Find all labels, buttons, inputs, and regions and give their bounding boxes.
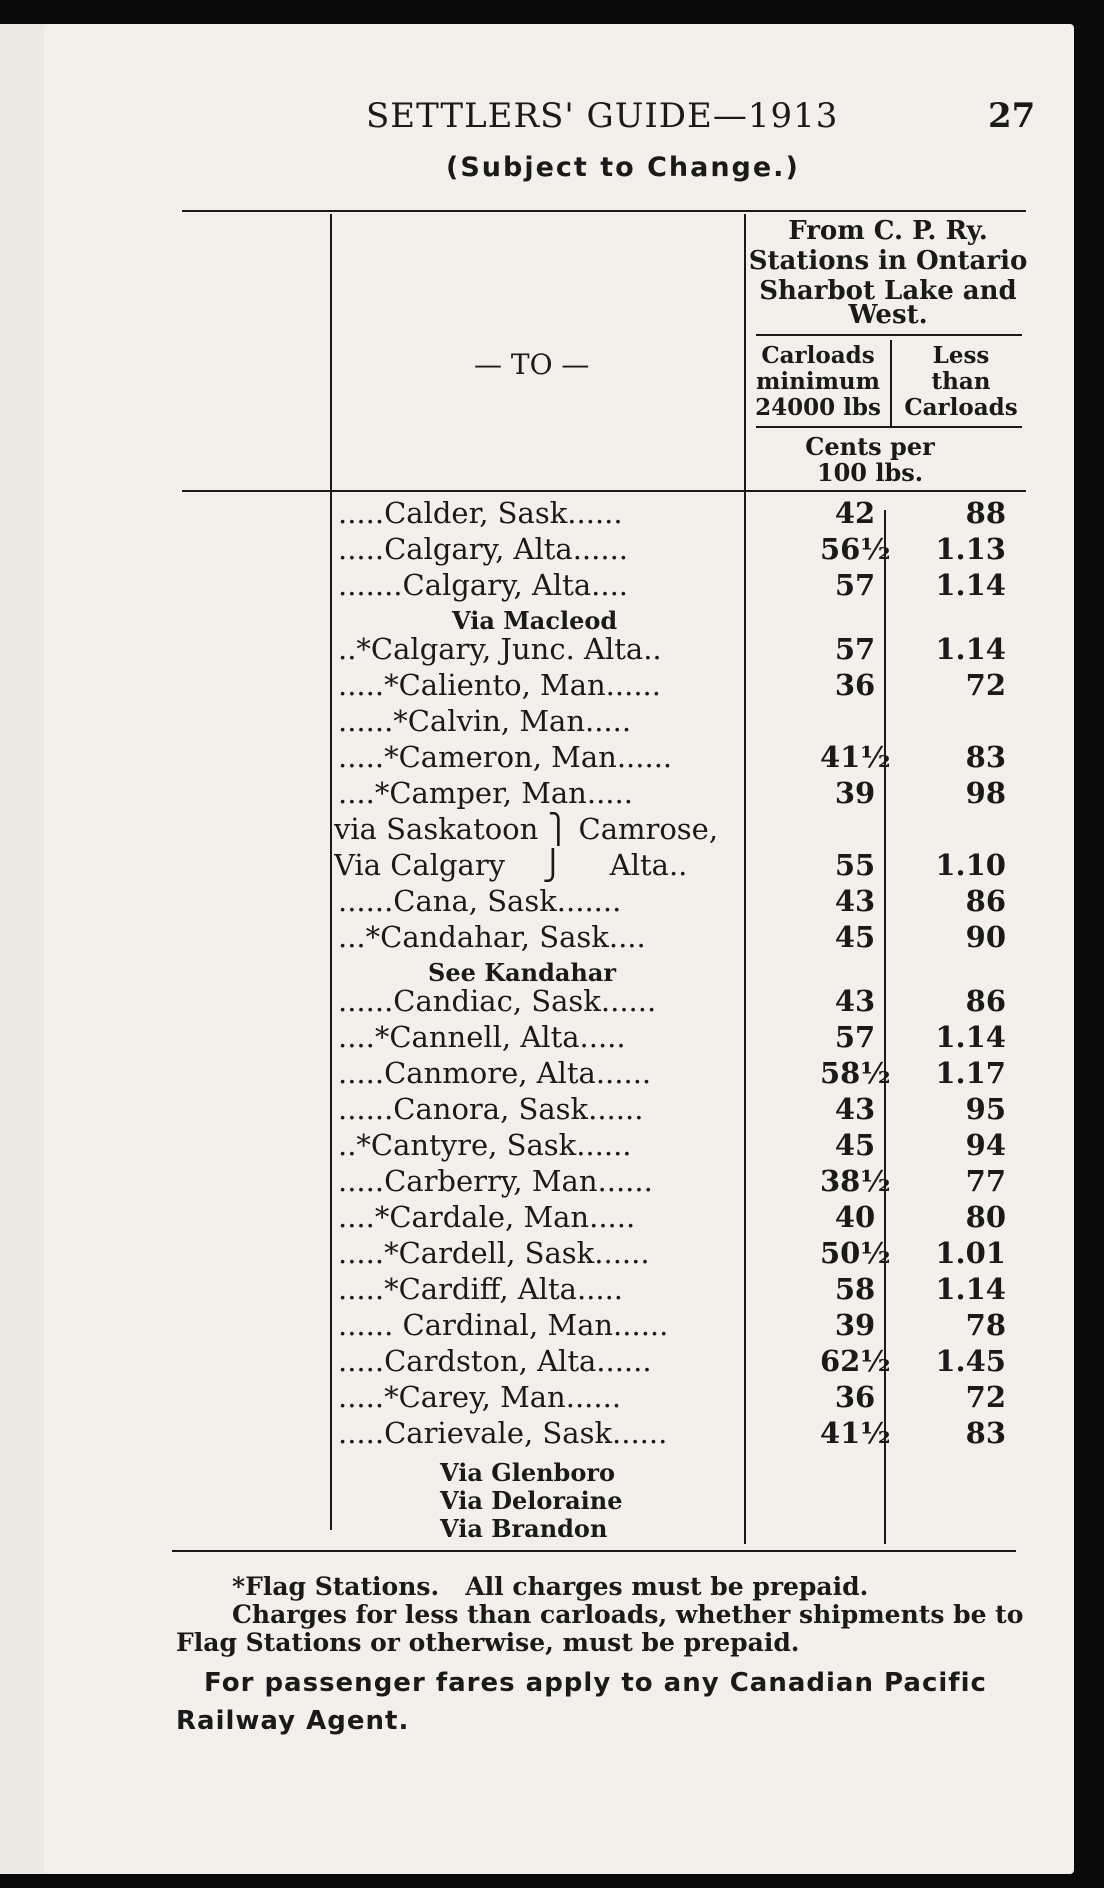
- table-row: [0, 1416, 1104, 1452]
- carloads-rate-cell: 36: [834, 1380, 876, 1414]
- less-than-carloads-rate-cell: 1.14: [935, 632, 1006, 666]
- table-top-rule: [182, 210, 1026, 212]
- carloads-rate-cell: 58: [834, 1272, 876, 1306]
- table-row: [0, 884, 1104, 920]
- carloads-rate-cell: 41½: [820, 1416, 891, 1450]
- destination-cell: ....*Cardale, Man.....: [338, 1200, 636, 1234]
- less-than-carloads-rate-cell: 1.10: [935, 848, 1006, 882]
- table-row: [0, 776, 1104, 812]
- less-than-carloads-rate-cell: 94: [965, 1128, 1006, 1162]
- charges-note-line1: Charges for less than carloads, whether shipments be to: [232, 1600, 1024, 1629]
- header-bottom-rule: [182, 490, 1026, 492]
- carloads-rate-cell: 43: [834, 984, 876, 1018]
- carloads-rate-cell: 45: [834, 1128, 876, 1162]
- destination-cell: ..*Cantyre, Sask......: [338, 1128, 632, 1162]
- destination-cell: .....Carievale, Sask......: [338, 1416, 668, 1450]
- carloads-rate-cell: 39: [834, 776, 876, 810]
- cents-rule: [756, 426, 1022, 428]
- carloads-rate-cell: 58½: [820, 1056, 891, 1090]
- destination-cell: .......Calgary, Alta....: [338, 568, 628, 602]
- destination-cell: ......Canora, Sask......: [338, 1092, 644, 1126]
- carloads-rate-cell: 45: [834, 920, 876, 954]
- carloads-rate-cell: 39: [834, 1308, 876, 1342]
- less-than-carloads-rate-cell: 98: [965, 776, 1006, 810]
- less-than-carloads-rate-cell: 1.14: [935, 1272, 1006, 1306]
- table-row: [0, 1164, 1104, 1200]
- carloads-rate-cell: 36: [834, 668, 876, 702]
- destination-cell: ....*Camper, Man.....: [338, 776, 633, 810]
- table-row: [0, 532, 1104, 568]
- carloads-rate-cell: 38½: [820, 1164, 891, 1198]
- carloads-rate-cell: 41½: [820, 740, 891, 774]
- carloads-rate-cell: 57: [834, 568, 876, 602]
- subtitle: (Subject to Change.): [446, 152, 800, 183]
- destination-cell: .....Calgary, Alta......: [338, 532, 628, 566]
- less-heading-line3: Carloads: [904, 394, 1018, 421]
- less-than-carloads-rate-cell: 78: [965, 1308, 1006, 1342]
- less-than-carloads-rate-cell: 1.14: [935, 568, 1006, 602]
- less-than-carloads-rate-cell: 86: [965, 984, 1006, 1018]
- passenger-fares-line2: Railway Agent.: [176, 1706, 410, 1736]
- table-row: [0, 632, 1104, 668]
- charges-note-line2: Flag Stations or otherwise, must be prepaid.: [176, 1628, 800, 1657]
- destination-cell: .....*Carey, Man......: [338, 1380, 622, 1414]
- less-than-carloads-rate-cell: 1.45: [935, 1344, 1006, 1378]
- destination-cell: .....*Caliento, Man......: [338, 668, 661, 702]
- less-than-carloads-rate-cell: 1.17: [935, 1056, 1006, 1090]
- table-row: [0, 1380, 1104, 1416]
- table-row: [0, 920, 1104, 956]
- table-row: [0, 848, 1104, 884]
- page-number: 27: [988, 96, 1036, 136]
- carloads-heading-line3: 24000 lbs: [755, 394, 881, 421]
- destination-cell: .....*Cardiff, Alta.....: [338, 1272, 624, 1306]
- destination-cell: .....Calder, Sask......: [338, 496, 623, 530]
- carloads-heading-line1: Carloads: [761, 342, 875, 369]
- table-row: [0, 1308, 1104, 1344]
- less-than-carloads-rate-cell: 1.01: [935, 1236, 1006, 1270]
- table-row: [0, 984, 1104, 1020]
- cents-heading-line2: 100 lbs.: [816, 458, 924, 487]
- carloads-rate-cell: 42: [834, 496, 876, 530]
- subnote-via-macleod: Via Macleod: [452, 606, 618, 635]
- carloads-rate-cell: 43: [834, 884, 876, 918]
- table-row: [0, 1128, 1104, 1164]
- less-than-carloads-rate-cell: 95: [965, 1092, 1006, 1126]
- destination-cell: ..*Calgary, Junc. Alta..: [338, 632, 662, 666]
- table-row: [0, 668, 1104, 704]
- subnote-see-kandahar: See Kandahar: [428, 958, 617, 987]
- destination-cell: .....Carberry, Man......: [338, 1164, 653, 1198]
- table-row: [0, 812, 1104, 848]
- less-than-carloads-rate-cell: 72: [965, 668, 1006, 702]
- subnote-via-deloraine: Via Deloraine: [440, 1486, 623, 1515]
- table-row: [0, 1200, 1104, 1236]
- less-heading-line1: Less: [932, 342, 990, 369]
- table-row: [0, 1272, 1104, 1308]
- cents-heading-line1: Cents per: [805, 432, 935, 461]
- table-row: [0, 496, 1104, 532]
- table-row: [0, 1236, 1104, 1272]
- carloads-divider-header: [890, 340, 892, 426]
- carloads-rate-cell: 62½: [820, 1344, 891, 1378]
- destination-cell: .....Cardston, Alta......: [338, 1344, 652, 1378]
- from-heading-line4: West.: [848, 300, 928, 330]
- flag-stations-note: *Flag Stations. All charges must be prepaid.: [232, 1572, 869, 1601]
- less-heading-line2: than: [931, 368, 991, 395]
- less-than-carloads-rate-cell: 83: [965, 740, 1006, 774]
- destination-cell: ......Cana, Sask.......: [338, 884, 622, 918]
- to-column-header: — TO —: [474, 348, 590, 381]
- table-bottom-rule: [172, 1550, 1016, 1552]
- less-than-carloads-rate-cell: 88: [965, 496, 1006, 530]
- less-than-carloads-rate-cell: 86: [965, 884, 1006, 918]
- destination-cell: ......*Calvin, Man.....: [338, 704, 632, 738]
- table-row: [0, 1092, 1104, 1128]
- less-than-carloads-rate-cell: 77: [965, 1164, 1006, 1198]
- destination-cell: ...*Candahar, Sask....: [338, 920, 646, 954]
- less-than-carloads-rate-cell: 1.14: [935, 1020, 1006, 1054]
- destination-cell: Via Calgary ⎭ Alta..: [334, 848, 688, 882]
- less-than-carloads-rate-cell: 90: [965, 920, 1006, 954]
- destination-cell: .....*Cameron, Man......: [338, 740, 673, 774]
- destination-cell: ....*Cannell, Alta.....: [338, 1020, 626, 1054]
- table-row: [0, 1020, 1104, 1056]
- carloads-rate-cell: 40: [834, 1200, 876, 1234]
- carloads-rate-cell: 55: [834, 848, 876, 882]
- destination-cell: via Saskatoon ⎫ Camrose,: [334, 812, 719, 846]
- passenger-fares-line1: For passenger fares apply to any Canadian Pacific: [204, 1668, 987, 1698]
- rates-sub-rule: [756, 334, 1022, 336]
- table-row: [0, 568, 1104, 604]
- destination-cell: ...... Cardinal, Man......: [338, 1308, 669, 1342]
- less-than-carloads-rate-cell: 80: [965, 1200, 1006, 1234]
- from-heading-line2: Stations in Ontario: [748, 246, 1028, 276]
- carloads-rate-cell: 57: [834, 1020, 876, 1054]
- carloads-rate-cell: 43: [834, 1092, 876, 1126]
- subnote-via-glenboro: Via Glenboro: [440, 1458, 615, 1487]
- less-than-carloads-rate-cell: 72: [965, 1380, 1006, 1414]
- carloads-rate-cell: 57: [834, 632, 876, 666]
- from-heading-line1: From C. P. Ry.: [788, 216, 988, 246]
- less-than-carloads-rate-cell: 1.13: [935, 532, 1006, 566]
- table-row: [0, 1344, 1104, 1380]
- from-heading-line3: Sharbot Lake and: [759, 276, 1017, 306]
- carloads-rate-cell: 56½: [820, 532, 891, 566]
- table-row: [0, 704, 1104, 740]
- table-row: [0, 740, 1104, 776]
- table-row: [0, 1056, 1104, 1092]
- destination-cell: .....Canmore, Alta......: [338, 1056, 652, 1090]
- less-than-carloads-rate-cell: 83: [965, 1416, 1006, 1450]
- subnote-via-brandon: Via Brandon: [440, 1514, 608, 1543]
- running-head: SETTLERS' GUIDE—1913: [366, 96, 839, 136]
- carloads-rate-cell: 50½: [820, 1236, 891, 1270]
- destination-cell: ......Candiac, Sask......: [338, 984, 657, 1018]
- destination-cell: .....*Cardell, Sask......: [338, 1236, 650, 1270]
- carloads-heading-line2: minimum: [756, 368, 880, 395]
